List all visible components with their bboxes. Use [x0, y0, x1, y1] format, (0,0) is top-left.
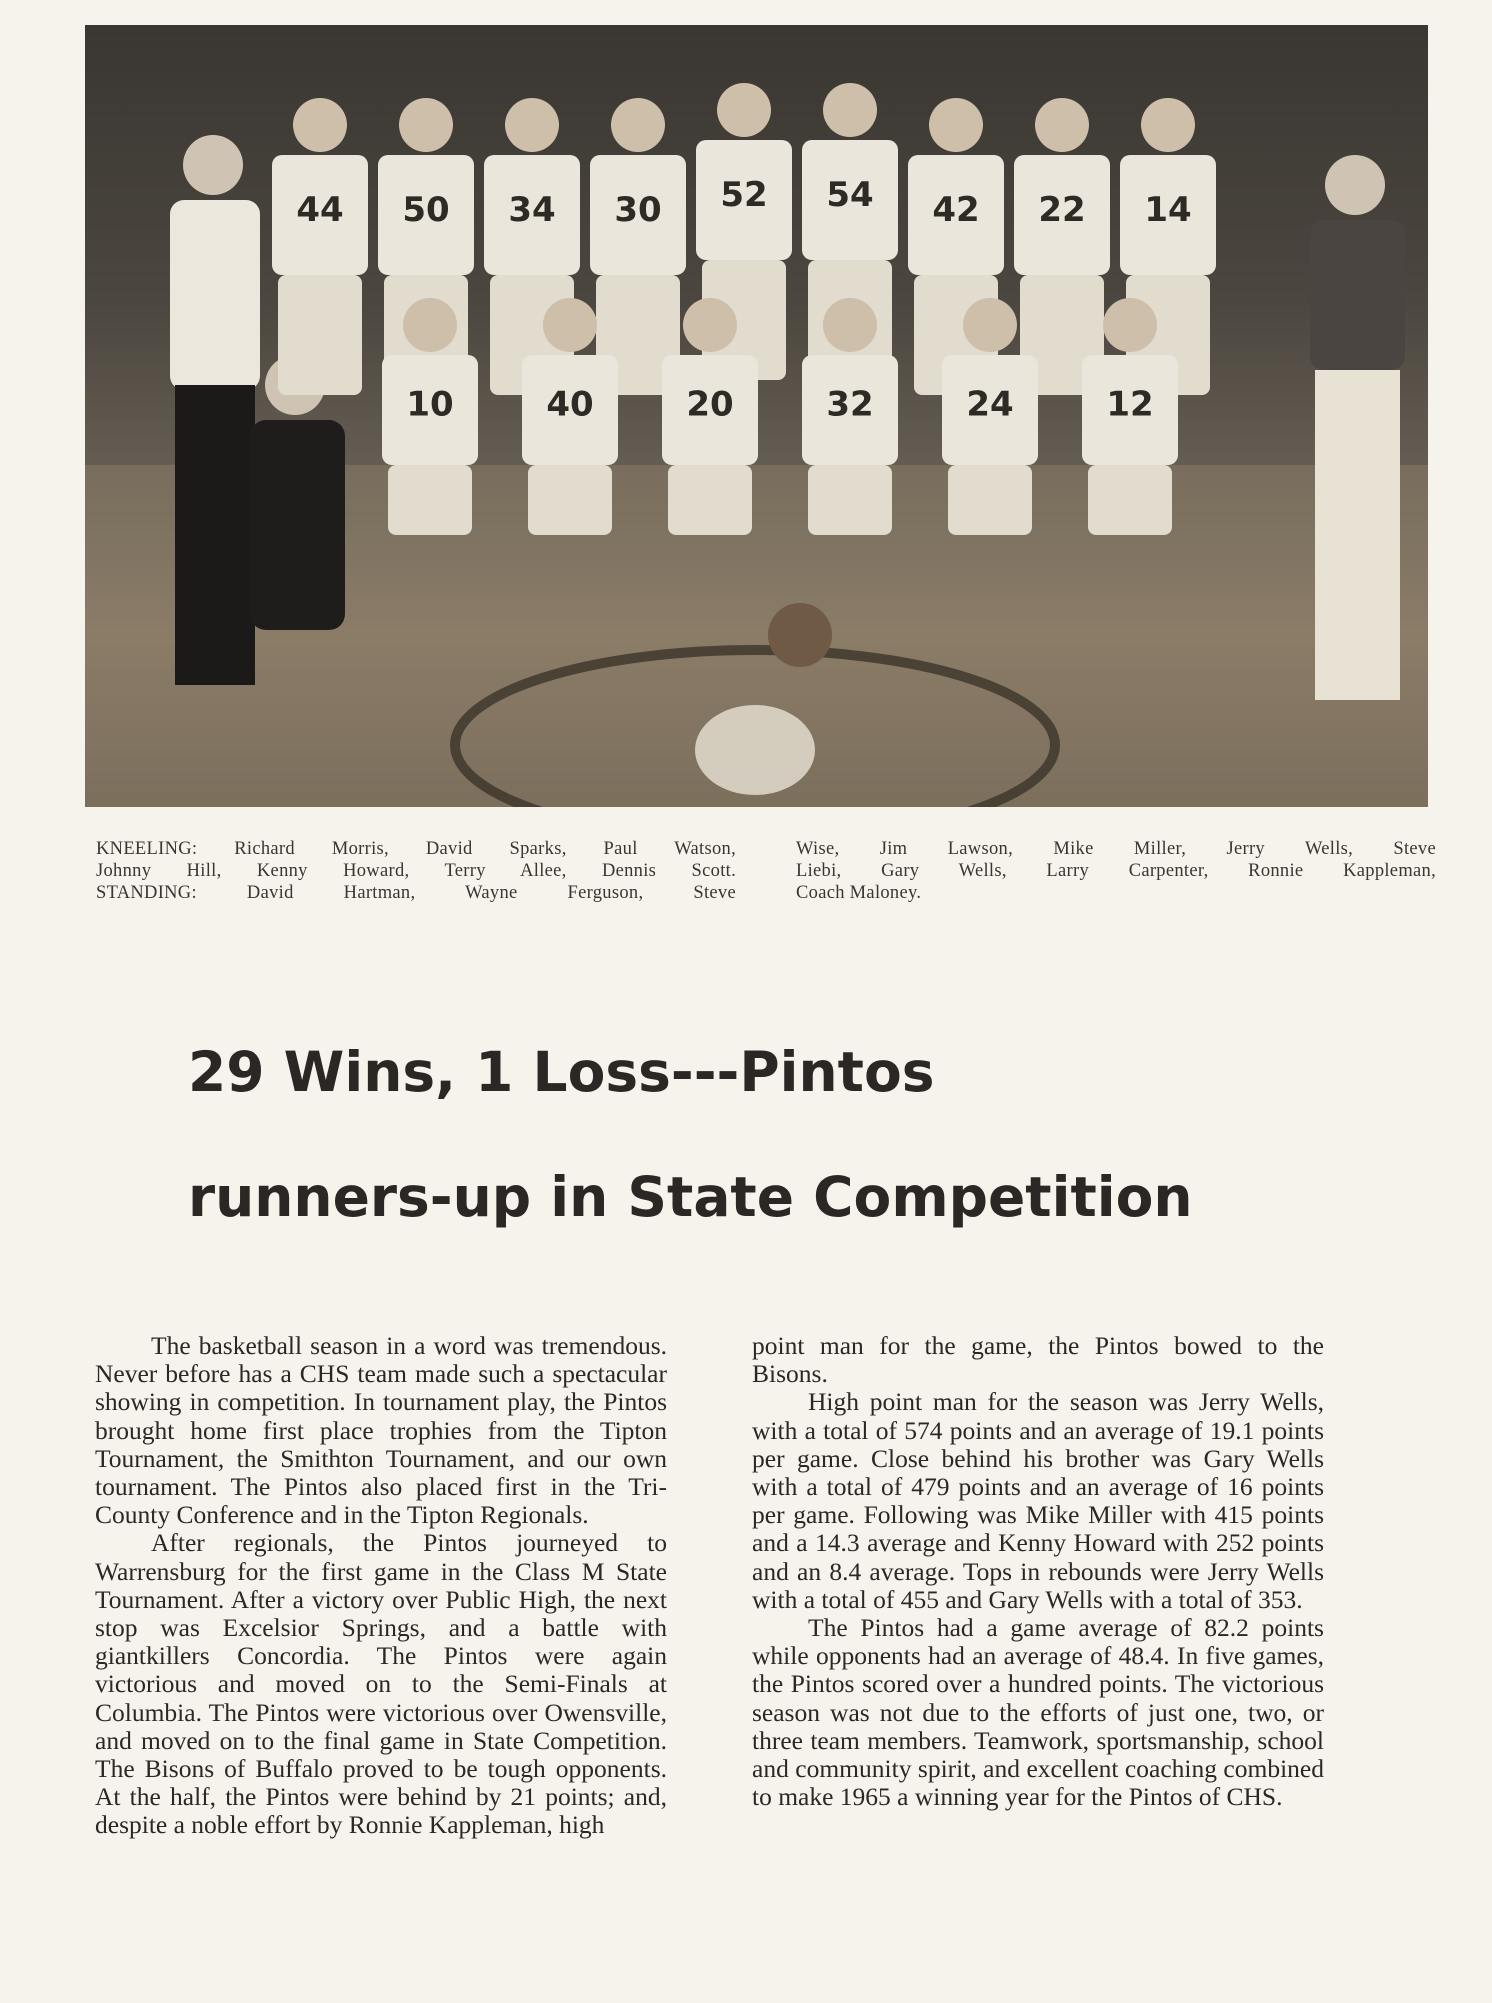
team-photo — [85, 25, 1428, 807]
photo-caption-right — [796, 838, 1436, 904]
caption-line: Johnny Hill, Kenny Howard, Terry Allee, Dennis Scott. — [96, 861, 736, 881]
paragraph: point man for the game, the Pintos bowed to the Bisons. — [752, 1331, 1324, 1389]
jersey-number: 14 — [1144, 190, 1192, 230]
jersey-number: 10 — [406, 384, 454, 425]
jersey-number: 52 — [720, 175, 768, 215]
jersey-number: 30 — [614, 190, 662, 230]
jersey-number: 40 — [546, 384, 594, 425]
jersey-number: 20 — [686, 384, 734, 425]
photo-caption-left — [96, 838, 736, 904]
player-figure — [590, 98, 686, 395]
caption-line: Liebi, Gary Wells, Larry Carpenter, Ronnie Kappleman, — [796, 861, 1436, 881]
jersey-number: 50 — [402, 190, 450, 230]
player-figure — [272, 98, 368, 395]
coach-right-figure — [1310, 155, 1405, 700]
caption-line: KNEELING: Richard Morris, David Sparks, Paul Watson, — [96, 839, 736, 859]
jersey-number: 42 — [932, 190, 980, 230]
article-column-right — [752, 1332, 1324, 1811]
paragraph: After regionals, the Pintos journeyed to Warrensburg for the first game in the Class M State Tournament. After a victory over Public High, the next stop was Excelsior Springs, and a battle with giantkillers Concordia. The Pintos were again victorious and moved on to the Semi-Finals at Columbia. The Pintos were victorious over Owensville, and moved on to the final game in State Competition. The Bisons of Buffalo proved to be tough opponents. At the half, the Pintos were behind by 21 points; and, despite a noble effort by Ronnie Kappleman, high — [95, 1528, 667, 1840]
jersey-number: 34 — [508, 190, 556, 230]
headline-line-2: runners-up in State Competition — [188, 1165, 1193, 1229]
paragraph: High point man for the season was Jerry Wells, with a total of 574 points and an average of 19.1 points per game. Close behind his brother was Gary Wells with a total of 479 points and an average of 16 points per game. Following was Mike Miller with 415 points and a 14.3 average and Kenny Howard with 252 points and an 8.4 average. Tops in rebounds were Jerry Wells with a total of 455 and Gary Wells with a total of 353. — [752, 1387, 1324, 1614]
headline-line-1: 29 Wins, 1 Loss---Pintos — [188, 1040, 935, 1104]
jersey-number: 54 — [826, 175, 874, 215]
basketball — [768, 603, 832, 667]
jersey-number: 12 — [1106, 384, 1154, 425]
paragraph: The basketball season in a word was tremendous. Never before has a CHS team made such a spectacular showing in competition. In tournament play, the Pintos brought home first place trophies from the Tipton Tournament, the Smithton Tournament, and our own tournament. The Pintos also placed first in the Tri-County Conference and in the Tipton Regionals. — [95, 1331, 667, 1530]
caption-line: Wise, Jim Lawson, Mike Miller, Jerry Wells, Steve — [796, 839, 1436, 859]
article-column-left — [95, 1332, 667, 1840]
caption-line: STANDING: David Hartman, Wayne Ferguson, Steve — [96, 883, 736, 903]
player-figure — [1014, 98, 1110, 395]
coach-left-figure — [170, 135, 260, 685]
caption-line: Coach Maloney. — [796, 883, 922, 903]
manager-figure — [250, 355, 345, 630]
paragraph: The Pintos had a game average of 82.2 points while opponents had an average of 48.4. In five games, the Pintos scored over a hundred points. The victorious season was not due to the efforts of just one, two, or three team members. Teamwork, sportsmanship, school and community spirit, and excellent coaching combined to make 1965 a winning year for the Pintos of CHS. — [752, 1613, 1324, 1812]
jersey-number: 44 — [296, 190, 344, 230]
team-photo-drawing — [85, 25, 1428, 807]
jersey-number: 22 — [1038, 190, 1086, 230]
jersey-number: 24 — [966, 384, 1014, 425]
jersey-number: 32 — [826, 384, 874, 425]
